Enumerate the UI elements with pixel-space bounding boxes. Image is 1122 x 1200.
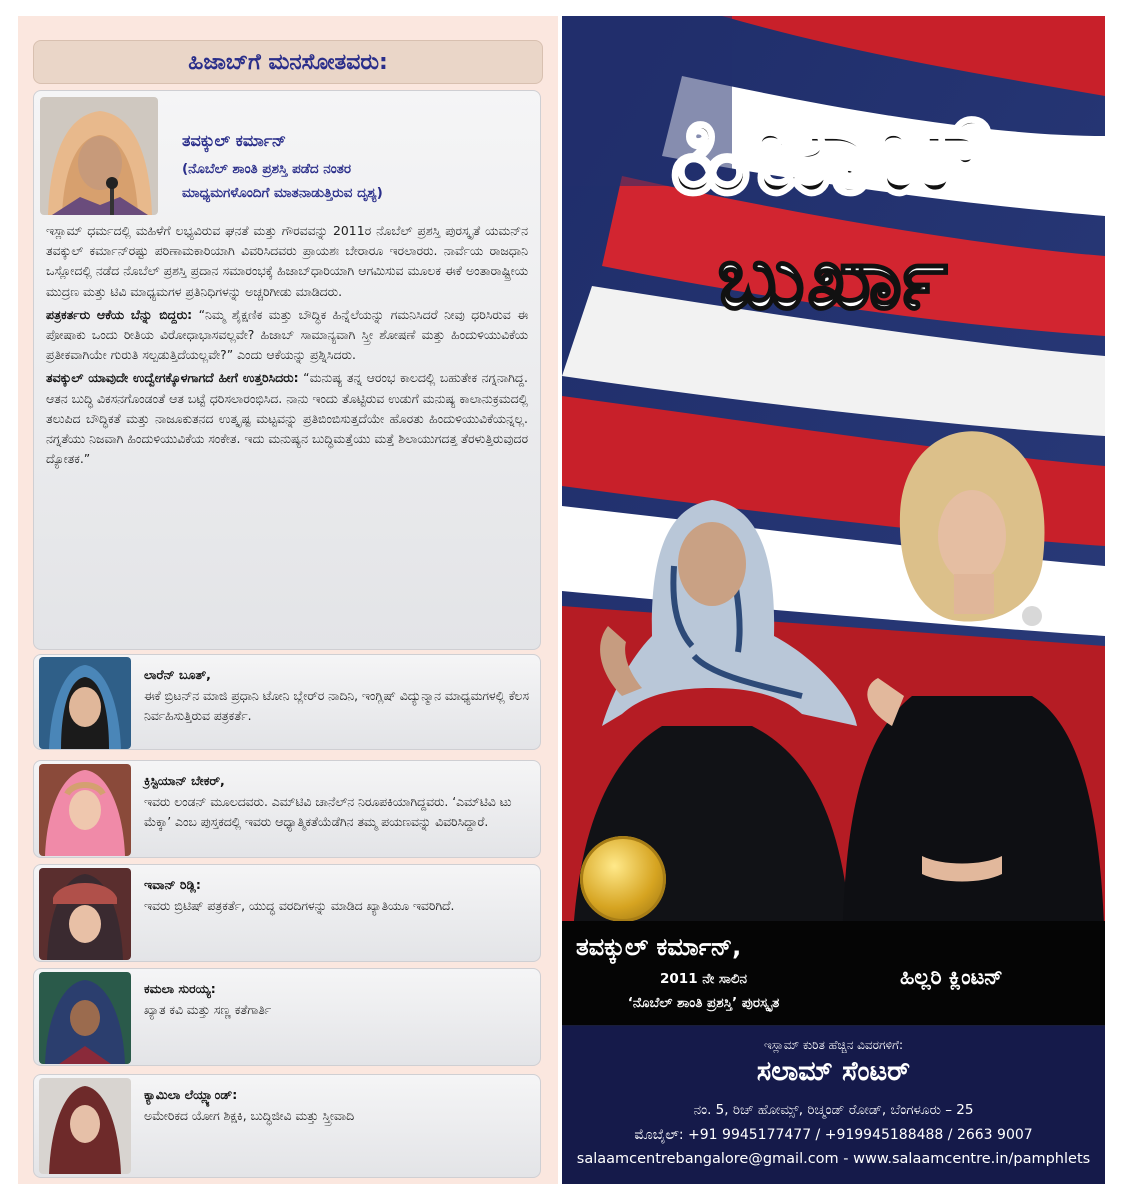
nobel-medal-icon	[580, 836, 666, 922]
profile-name: ತವಕ್ಕುಲ್ ಕರ್ಮಾನ್	[182, 131, 287, 150]
paragraph-3-lead: ತವಕ್ಕುಲ್ ಯಾವುದೇ ಉದ್ವೇಗಕ್ಕೊಳಗಾಗದೆ ಹೀಗೆ ಉತ್ತರಿಸಿದರು:	[46, 370, 299, 386]
person-description: ಖ್ಯಾತ ಕವಿ ಮತ್ತು ಸಣ್ಣ ಕತೆಗಾರ್ತಿ	[144, 1003, 272, 1017]
profile-card-kamala-suraiyya	[33, 968, 541, 1066]
caption-award: ‘ನೊಬೆಲ್ ಶಾಂತಿ ಪ್ರಶಸ್ತಿ’ ಪುರಸ್ಕೃತ	[627, 995, 780, 1011]
poster-title-hijab: ಹಿಜಾಬ್	[670, 82, 997, 220]
poster-title-burkha: ಬುರ್ಖಾ	[717, 226, 950, 329]
person-name: ಕ್ರಿಸ್ಟಿಯಾನ್ ಬೇಕರ್,	[144, 773, 225, 788]
caption-line-1: (ನೊಬೆಲ್ ಶಾಂತಿ ಪ್ರಶಸ್ತಿ ಪಡೆದ ನಂತರ	[182, 161, 352, 177]
person-description: ಇವರು ಬ್ರಿಟಿಷ್ ಪತ್ರಕರ್ತೆ, ಯುದ್ಧ ವರದಿಗಳನ್ನು ಮಾಡಿದ ಖ್ಯಾತಿಯೂ ಇವರಿಗಿದೆ.	[144, 899, 455, 913]
article-paragraph-3	[46, 368, 528, 469]
person-name: ಇವಾನ್ ರಿಡ್ಲಿ:	[144, 877, 201, 892]
main-profile-card	[33, 90, 541, 650]
paragraph-3-text: “ಮನುಷ್ಯ ತನ್ನ ಆರಂಭ ಕಾಲದಲ್ಲಿ ಬಹುತೇಕ ನಗ್ನನಾಗಿದ್ದ. ಆತನ ಬುದ್ಧಿ ವಿಕಸನಗೊಂಡಂತೆ ಆತ ಬಟ್ಟೆ ಧರಿಸಲಾರಂಭಿಸಿದ. ನಾನು ಇಂದು ತೊಟ್ಟಿರುವ ಉಡುಗೆ ಮನುಷ್ಯ ಕಾಲಾನುಕ್ರಮದಲ್ಲಿ ತಲುಪಿದ ಬೌದ್ಧಿಕತೆ ಮತ್ತು ನಾಜೂಕುತನದ ಉತ್ಕೃಷ್ಟ ಮಟ್ಟವನ್ನು ಪ್ರತಿಬಿಂಬಿಸುತ್ತದೆಯೇ ಹೊರತು ಹಿಂದುಳಿಯುವಿಕೆಯನ್ನಲ್ಲ. ನಗ್ನತೆಯು ನಿಜವಾಗಿ ಹಿಂದುಳಿಯುವಿಕೆಯ ಸಂಕೇತ. ಇದು ಮನುಷ್ಯನ ಬುದ್ಧಿಮತ್ತೆಯು ಮತ್ತೆ ಶಿಲಾಯುಗದತ್ತ ತೆರಳುತ್ತಿರುವುದರ ದ್ಯೋತಕ.”	[46, 370, 528, 467]
caption-name-karman: ತವಕ್ಕುಲ್ ಕರ್ಮಾನ್,	[576, 933, 742, 961]
article-paragraph-2	[46, 305, 528, 366]
paragraph-2-lead: ಪತ್ರಕರ್ತರು ಆಕೆಯ ಬೆನ್ನು ಬಿದ್ದರು:	[46, 306, 193, 322]
contact-phone: ಮೊಬೈಲ್: +91 9945177477 / +919945188488 / 2663 9007	[634, 1127, 1033, 1143]
caption-name-clinton: ಹಿಲ್ಲರಿ ಕ್ಲಿಂಟನ್	[900, 965, 1003, 989]
profile-article	[46, 221, 528, 472]
left-panel	[18, 16, 558, 1184]
person-description: ಈಕೆ ಬ್ರಿಟನ್‌ನ ಮಾಜಿ ಪ್ರಧಾನಿ ಟೋನಿ ಬ್ಲೇರ್‌ರ ನಾದಿನಿ, ಇಂಗ್ಲಿಷ್ ವಿದ್ಯುನ್ಮಾನ ಮಾಧ್ಯಮಗಳಲ್ಲಿ ಕೆಲಸ ನಿರ್ವಹಿಸುತ್ತಿರುವ ಪತ್ರಕರ್ತೆ.	[144, 689, 529, 723]
portrait-photo	[39, 868, 131, 960]
portrait-photo	[40, 97, 158, 215]
profile-card-lauren-booth	[33, 654, 541, 750]
organization-name: ಸಲಾಮ್ ಸೆಂಟರ್	[756, 1056, 911, 1087]
paragraph-2-text: “ನಿಮ್ಮ ಶೈಕ್ಷಣಿಕ ಮತ್ತು ಬೌದ್ಧಿಕ ಹಿನ್ನೆಲೆಯನ್ನು ಗಮನಿಸಿದರೆ ನೀವು ಧರಿಸಿರುವ ಈ ಪೋಷಾಕು ಒಂದು ರೀತಿಯ ವಿರೋಧಾಭಾಸವಲ್ಲವೇ? ಹಿಜಾಬ್ ಸಾಮಾನ್ಯವಾಗಿ ಸ್ತ್ರೀ ಶೋಷಣೆ ಮತ್ತು ಹಿಂದುಳಿಯುವಿಕೆಯ ಪ್ರತೀಕವಾಗಿಯೇ ಗುರುತಿ ಸಲ್ಪಡುತ್ತಿದೆಯಲ್ಲವೇ?” ಎಂದು ಆಕೆಯನ್ನು ಪ್ರಶ್ನಿಸಿದರು.	[46, 306, 528, 363]
article-paragraph-1: ಇಸ್ಲಾಮ್ ಧರ್ಮದಲ್ಲಿ ಮಹಿಳೆಗೆ ಲಭ್ಯವಿರುವ ಘನತೆ ಮತ್ತು ಗೌರವವನ್ನು 2011ರ ನೊಬೆಲ್ ಪ್ರಶಸ್ತಿ ಪುರಸ್ಕೃತೆ ಯಮನ್‌ನ ತವಕ್ಕುಲ್ ಕರ್ಮಾನ್‌ರಷ್ಟು ಪರಿಣಾಮಕಾರಿಯಾಗಿ ವಿವರಿಸಿದವರು ಪ್ರಾಯಶಃ ಬೇರಾರೂ ಇರಲಾರರು. ನಾರ್ವೆಯ ರಾಜಧಾನಿ ಒಸ್ಲೋದಲ್ಲಿ ನಡೆದ ನೊಬೆಲ್ ಪ್ರಶಸ್ತಿ ಪ್ರದಾನ ಸಮಾರಂಭಕ್ಕೆ ಹಿಜಾಬ್‌ಧಾರಿಯಾಗಿ ಆಗಮಿಸುವ ಮೂಲಕ ಈಕೆ ಅಂತಾರಾಷ್ಟ್ರೀಯ ಮುದ್ರಣ ಮತ್ತು ಟಿವಿ ಮಾಧ್ಯಮಗಳ ಪ್ರತಿನಿಧಿಗಳನ್ನು ಅಚ್ಚರಿಗೀಡು ಮಾಡಿದರು.	[46, 223, 528, 299]
profile-caption	[182, 157, 532, 205]
contact-block	[562, 1026, 1105, 1184]
poster-caption-band	[562, 921, 1105, 1025]
profile-card-kristiane-backer	[33, 760, 541, 858]
section-heading: ಹಿಜಾಬ್‌ಗೆ ಮನಸೋತವರು:	[33, 40, 543, 84]
portrait-photo	[39, 1078, 131, 1174]
contact-email-website[interactable]: salaamcentrebangalore@gmail.com - www.salaamcentre.in/pamphlets	[576, 1151, 1091, 1167]
person-name: ಕ್ಯಾಮಿಲಾ ಲೆಯ್ಲ್ಯಾಂಡ್:	[144, 1087, 238, 1102]
contact-intro: ಇಸ್ಲಾಮ್ ಕುರಿತ ಹೆಚ್ಚಿನ ವಿವರಗಳಿಗೆ:	[763, 1038, 904, 1052]
portrait-photo	[39, 972, 131, 1064]
contact-address: ನಂ. 5, ರಿಚ್ ಹೋಮ್ಸ್, ರಿಚ್ಮಂಡ್ ರೋಡ್, ಬೆಂಗಳೂರು – 25	[693, 1102, 974, 1118]
profile-card-camilla-leyland	[33, 1074, 541, 1178]
profile-card-yvonne-ridley	[33, 864, 541, 962]
portrait-photo	[39, 657, 131, 749]
person-name: ಲಾರೆನ್ ಬೂತ್,	[144, 667, 211, 682]
portrait-photo	[39, 764, 131, 856]
caption-year: 2011 ನೇ ಸಾಲಿನ	[660, 971, 747, 987]
person-description: ಇವರು ಲಂಡನ್ ಮೂಲದವರು. ಎಮ್‌ಟಿವಿ ಚಾನೆಲ್‌ನ ನಿರೂಪಕಿಯಾಗಿದ್ದವರು. ‘ಎಮ್‌ಟಿವಿ ಟು ಮೆಕ್ಕಾ’ ಎಂಬ ಪುಸ್ತಕದಲ್ಲಿ ಇವರು ಆಧ್ಯಾತ್ಮಿಕತೆಯೆಡೆಗಿನ ತಮ್ಮ ಪಯಣವನ್ನು ವಿವರಿಸಿದ್ದಾರೆ.	[144, 795, 512, 829]
person-name: ಕಮಲಾ ಸುರಯ್ಯ:	[144, 981, 216, 996]
caption-line-2: ಮಾಧ್ಯಮಗಳೊಂದಿಗೆ ಮಾತನಾಡುತ್ತಿರುವ ದೃಶ್ಯ)	[182, 185, 383, 201]
person-description: ಅಮೇರಿಕದ ಯೋಗ ಶಿಕ್ಷಕಿ, ಬುದ್ಧಿಜೀವಿ ಮತ್ತು ಸ್ತ್ರೀವಾದಿ	[144, 1109, 355, 1123]
poster-panel	[562, 16, 1105, 1184]
